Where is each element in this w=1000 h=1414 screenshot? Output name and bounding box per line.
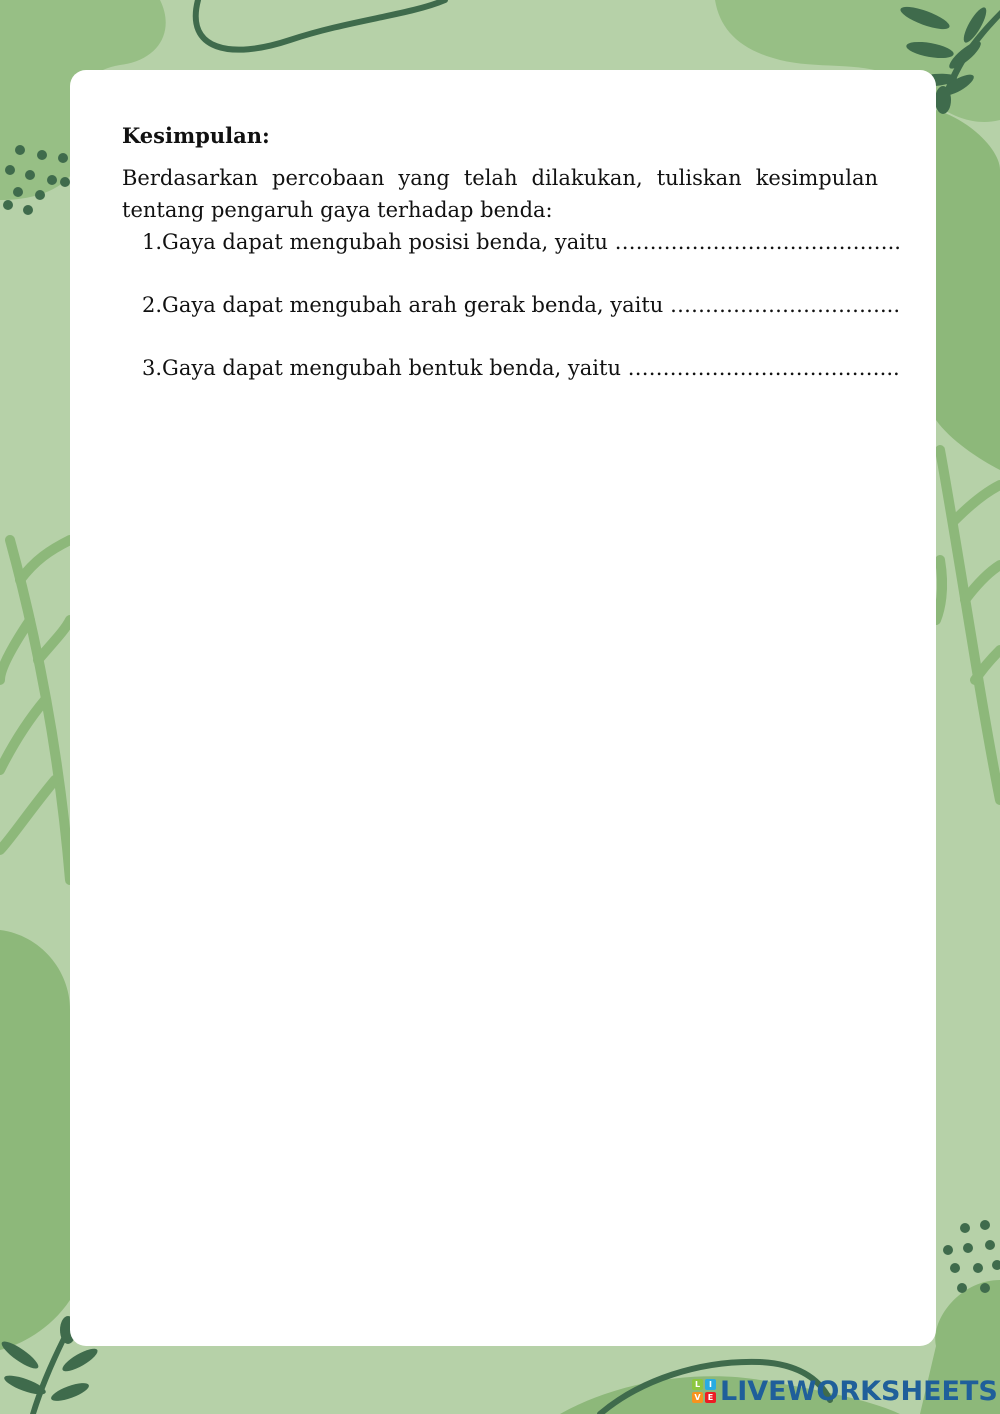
right-fern	[936, 450, 1000, 800]
list-item	[122, 352, 900, 384]
logo-mark-icon	[692, 1379, 716, 1403]
list-item	[122, 289, 901, 321]
left-fern	[0, 540, 70, 880]
right-blob	[936, 110, 1000, 470]
logo-text: LIVEWORKSHEETS	[720, 1375, 998, 1407]
worksheet-content	[122, 120, 901, 384]
list-item	[122, 226, 901, 258]
section-heading: Kesimpulan:	[122, 123, 270, 148]
liveworksheets-logo[interactable]	[692, 1376, 998, 1406]
conclusion-list	[122, 226, 901, 384]
logo-letter: L	[692, 1379, 703, 1390]
logo-letter: V	[692, 1392, 703, 1403]
instruction-text: Berdasarkan percobaan yang telah dilakukan, tuliskan kesimpulan tentang pengaruh gaya terhadap benda:	[122, 166, 878, 222]
top-arc-line	[196, 0, 445, 50]
item-number: 2.	[142, 293, 163, 317]
item-number: 3.	[142, 356, 163, 380]
bottom-left-blob	[0, 930, 70, 1350]
item-text: Gaya dapat mengubah arah gerak benda, yaitu …………………………...	[162, 293, 901, 317]
item-number: 1.	[142, 230, 163, 254]
item-text: Gaya dapat mengubah posisi benda, yaitu …………………………………..	[162, 230, 901, 254]
logo-letter: E	[705, 1392, 716, 1403]
logo-letter: I	[705, 1379, 716, 1390]
item-text: Gaya dapat mengubah bentuk benda, yaitu ………………………………...	[162, 356, 900, 380]
